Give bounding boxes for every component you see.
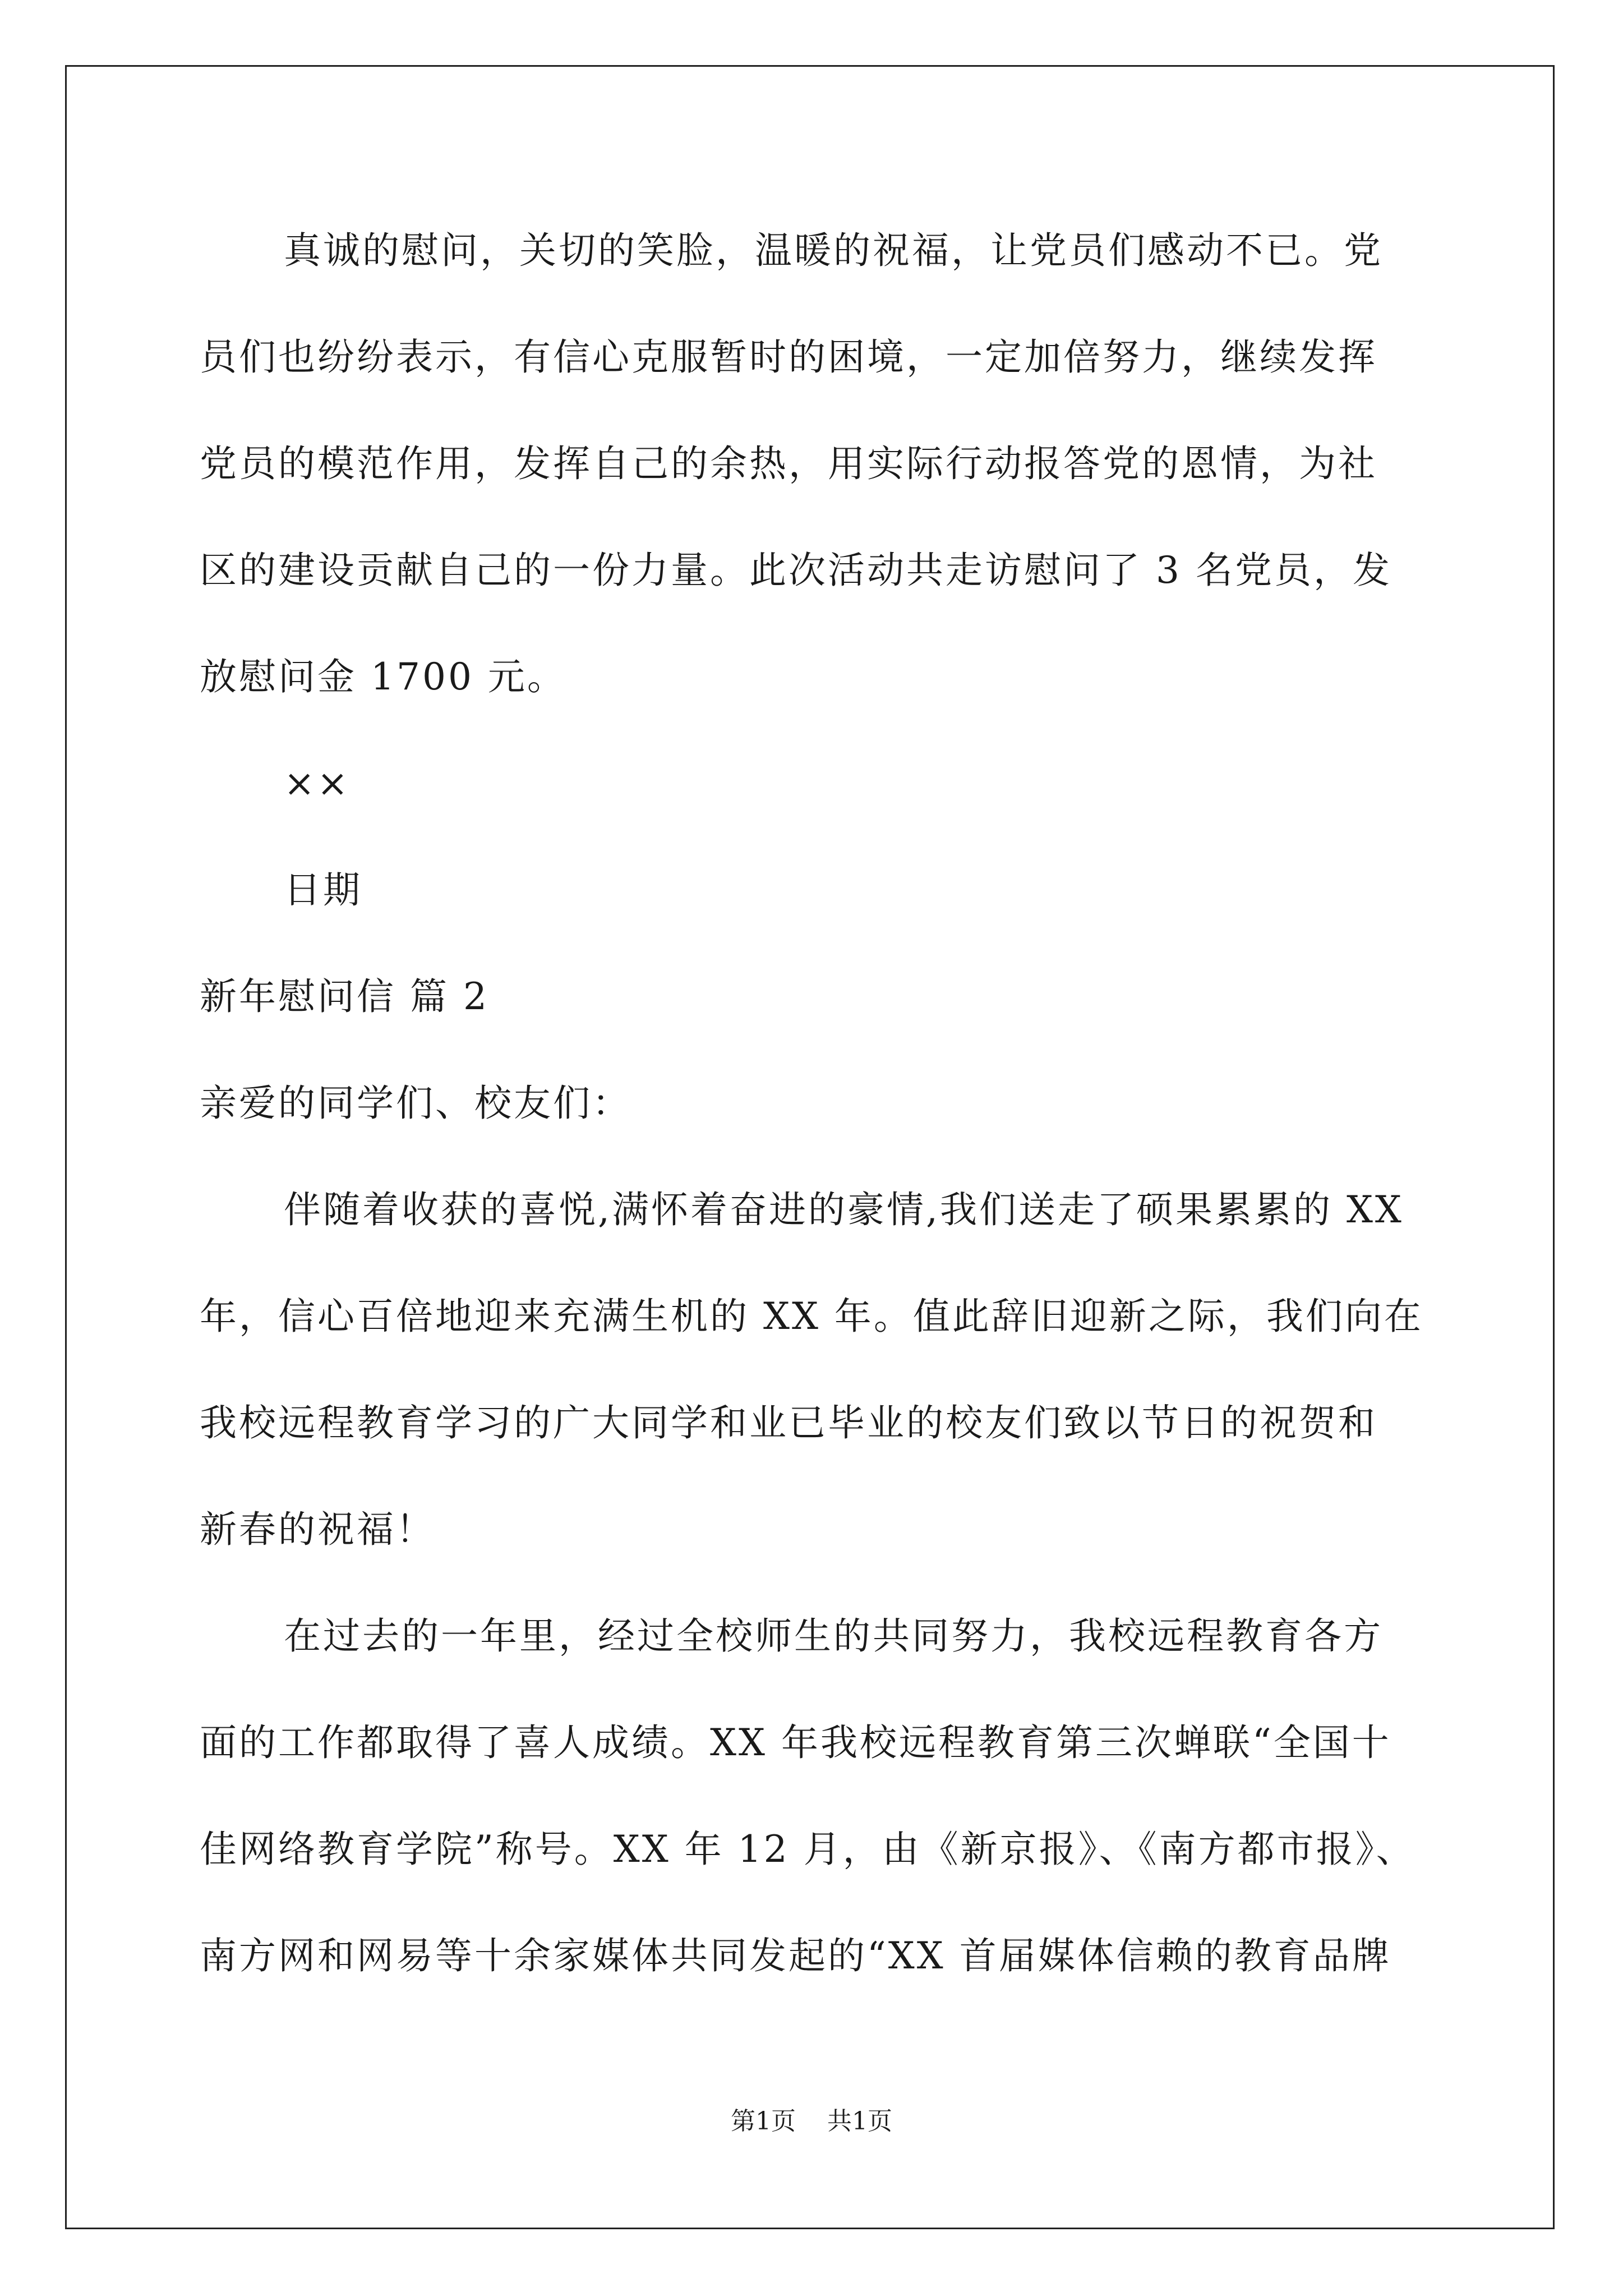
paragraph-line: 年，信心百倍地迎来充满生机的 XX 年。值此辞旧迎新之际，我们向在 xyxy=(200,1295,1423,1338)
paragraph-line: 新春的祝福！ xyxy=(200,1508,435,1551)
salutation: 亲爱的同学们、校友们： xyxy=(200,1082,631,1125)
paragraph-line: 南方网和网易等十余家媒体共同发起的“XX 首届媒体信赖的教育品牌 xyxy=(200,1934,1391,1977)
page-footer xyxy=(0,2105,1623,2138)
section-title: 新年慰问信 篇 2 xyxy=(200,975,489,1018)
page-number: 第1页 xyxy=(731,2107,796,2136)
paragraph-line: 放慰问金 1700 元。 xyxy=(200,655,566,698)
paragraph-line: 真诚的慰问，关切的笑脸，温暖的祝福，让党员们感动不已。党 xyxy=(284,229,1383,272)
paragraph-line: 党员的模范作用，发挥自己的余热，用实际行动报答党的恩情，为社 xyxy=(200,442,1377,485)
paragraph-line: 我校远程教育学习的广大同学和业已毕业的校友们致以节日的祝贺和 xyxy=(200,1401,1377,1444)
signature-name: ×× xyxy=(284,762,351,805)
page-total: 共1页 xyxy=(827,2107,892,2136)
paragraph-line: 佳网络教育学院”称号。XX 年 12 月，由《新京报》、《南方都市报》、 xyxy=(200,1828,1415,1871)
paragraph-line: 伴随着收获的喜悦,满怀着奋进的豪情,我们送走了硕果累累的 XX xyxy=(284,1188,1404,1231)
signature-date: 日期 xyxy=(284,868,362,912)
document-body xyxy=(200,197,1433,2009)
paragraph-line: 员们也纷纷表示，有信心克服暂时的困境，一定加倍努力，继续发挥 xyxy=(200,335,1377,379)
paragraph-line: 面的工作都取得了喜人成绩。XX 年我校远程教育第三次蝉联“全国十 xyxy=(200,1721,1391,1764)
paragraph-line: 区的建设贡献自己的一份力量。此次活动共走访慰问了 3 名党员，发 xyxy=(200,549,1392,592)
paragraph-line: 在过去的一年里，经过全校师生的共同努力，我校远程教育各方 xyxy=(284,1614,1383,1658)
